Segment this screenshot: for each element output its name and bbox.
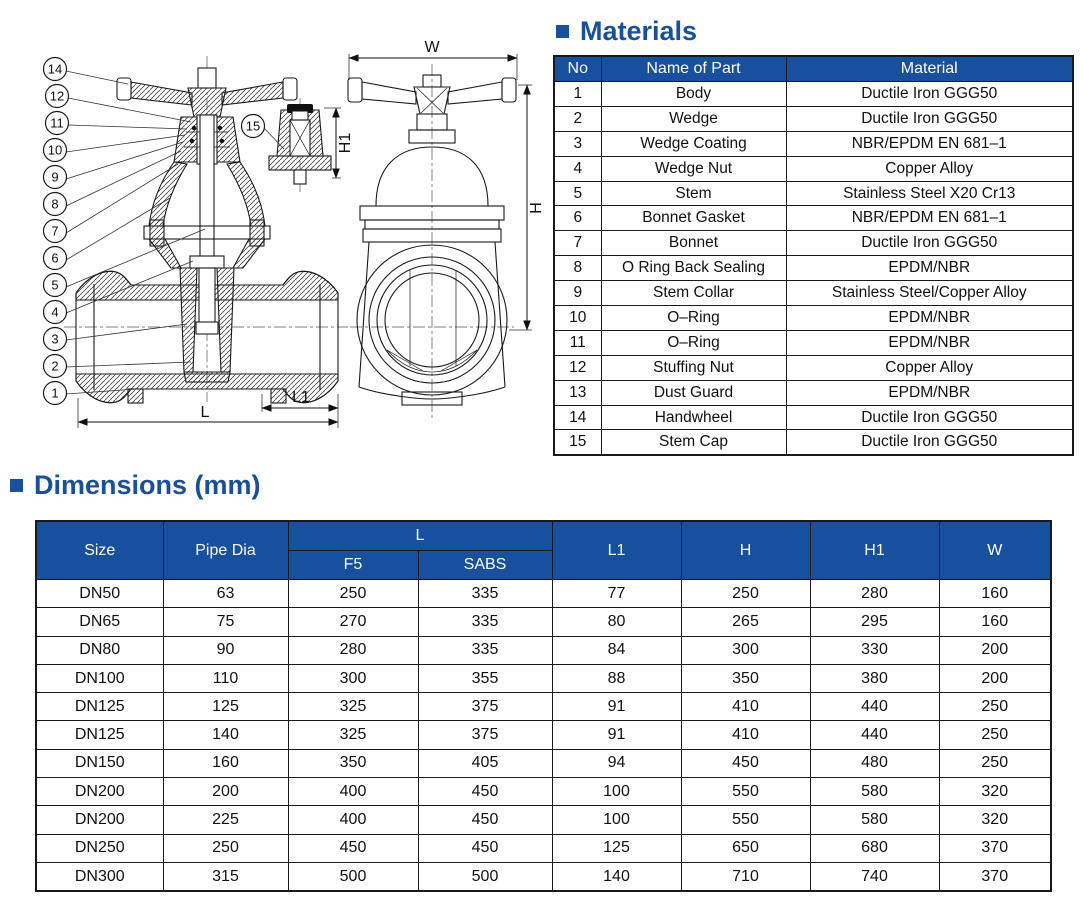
table-row [36, 862, 1051, 891]
materials-cell: 4 [554, 156, 601, 181]
dimensions-cell: 355 [418, 664, 552, 692]
callout-5 [44, 274, 67, 297]
dimensions-cell: 350 [288, 749, 418, 777]
dimensions-cell: 250 [681, 580, 810, 608]
dimensions-cell: 550 [681, 778, 810, 806]
dimensions-cell: 375 [418, 693, 552, 721]
table-row [554, 106, 1073, 131]
dimensions-cell: DN125 [36, 693, 163, 721]
dimensions-cell: 250 [939, 721, 1051, 749]
callout-2 [44, 355, 67, 378]
dimensions-section-title [10, 470, 261, 501]
dimensions-cell: 250 [163, 834, 288, 862]
dimensions-cell: 315 [163, 862, 288, 891]
dimensions-cell: 160 [939, 608, 1051, 636]
dimensions-cell: 200 [939, 664, 1051, 692]
square-bullet-icon [10, 479, 23, 492]
dimensions-cell: 440 [810, 721, 939, 749]
callout-11 [46, 112, 69, 135]
materials-cell: Ductile Iron GGG50 [786, 231, 1073, 256]
callout-label: 6 [51, 250, 59, 266]
materials-cell: 15 [554, 430, 601, 455]
materials-cell: EPDM/NBR [786, 256, 1073, 281]
table-row [36, 778, 1051, 806]
callout-label: 10 [47, 142, 63, 158]
dimensions-cell: 450 [418, 834, 552, 862]
dimensions-cell: DN200 [36, 778, 163, 806]
table-row [554, 405, 1073, 430]
dim-label-h: H [528, 202, 545, 214]
table-row [554, 355, 1073, 380]
square-bullet-icon [556, 25, 569, 38]
stem-cap-detail-view [269, 98, 354, 192]
materials-cell: Stuffing Nut [601, 355, 786, 380]
materials-col-name: Name of Part [601, 56, 786, 82]
dimensions-cell: 91 [552, 721, 681, 749]
dimensions-header-row-1 [36, 521, 1051, 551]
materials-cell: Stainless Steel/Copper Alloy [786, 281, 1073, 306]
materials-cell: Stem Cap [601, 430, 786, 455]
dim-col-l1: L1 [552, 521, 681, 580]
materials-cell: 14 [554, 405, 601, 430]
dim-label-w: W [424, 39, 440, 56]
dimensions-cell: 370 [939, 834, 1051, 862]
dimensions-cell: 400 [288, 778, 418, 806]
materials-cell: 11 [554, 330, 601, 355]
dimensions-cell: 100 [552, 778, 681, 806]
dimensions-cell: 320 [939, 806, 1051, 834]
table-row [36, 749, 1051, 777]
table-row [554, 181, 1073, 206]
front-view [348, 39, 545, 420]
materials-cell: NBR/EPDM EN 681–1 [786, 131, 1073, 156]
callout-label: 15 [245, 118, 261, 134]
dimensions-cell: 405 [418, 749, 552, 777]
table-row [36, 580, 1051, 608]
dimensions-cell: 280 [288, 636, 418, 664]
materials-cell: Stem Collar [601, 281, 786, 306]
dimensions-cell: 225 [163, 806, 288, 834]
dimensions-cell: 200 [163, 778, 288, 806]
dimensions-cell: 125 [163, 693, 288, 721]
dim-col-pipe-dia: Pipe Dia [163, 521, 288, 580]
dimensions-cell: 90 [163, 636, 288, 664]
dimensions-cell: 270 [288, 608, 418, 636]
callout-7 [44, 220, 67, 243]
callout-label: 4 [51, 304, 59, 320]
materials-header-row [554, 56, 1073, 82]
dimensions-cell: 80 [552, 608, 681, 636]
dimensions-cell: 350 [681, 664, 810, 692]
materials-cell: Ductile Iron GGG50 [786, 430, 1073, 455]
dimensions-cell: DN150 [36, 749, 163, 777]
callout-8 [44, 193, 67, 216]
callout-1 [44, 382, 67, 405]
callout-9 [44, 166, 67, 189]
dimensions-cell: 680 [810, 834, 939, 862]
dimensions-cell: DN80 [36, 636, 163, 664]
dimensions-cell: 330 [810, 636, 939, 664]
materials-cell: EPDM/NBR [786, 330, 1073, 355]
dimensions-cell: 110 [163, 664, 288, 692]
dimensions-cell: 295 [810, 608, 939, 636]
dim-label-l: L [200, 404, 210, 421]
dimensions-cell: 75 [163, 608, 288, 636]
table-row [36, 693, 1051, 721]
callout-label: 8 [51, 196, 59, 212]
table-row [554, 131, 1073, 156]
table-row [36, 721, 1051, 749]
dimensions-cell: 375 [418, 721, 552, 749]
materials-table [553, 55, 1074, 456]
dimensions-cell: 325 [288, 721, 418, 749]
table-row [36, 608, 1051, 636]
materials-cell: 7 [554, 231, 601, 256]
callout-label: 2 [51, 358, 59, 374]
dimensions-cell: 300 [288, 664, 418, 692]
dimensions-cell: 650 [681, 834, 810, 862]
materials-cell: Bonnet Gasket [601, 206, 786, 231]
dimensions-cell: 280 [810, 580, 939, 608]
callout-label: 5 [51, 277, 59, 293]
dimensions-cell: 480 [810, 749, 939, 777]
materials-cell: Copper Alloy [786, 156, 1073, 181]
dimensions-cell: 370 [939, 862, 1051, 891]
dimensions-cell: 380 [810, 664, 939, 692]
table-row [554, 380, 1073, 405]
table-row [36, 834, 1051, 862]
dimensions-cell: 140 [163, 721, 288, 749]
dimensions-cell: 440 [810, 693, 939, 721]
callout-label: 7 [51, 223, 59, 239]
dimensions-cell: 250 [939, 693, 1051, 721]
stem-section [200, 115, 214, 265]
dimensions-cell: 160 [163, 749, 288, 777]
dimensions-cell: DN50 [36, 580, 163, 608]
dim-label-h1: H1 [337, 132, 354, 154]
materials-cell: Copper Alloy [786, 355, 1073, 380]
dimensions-cell: DN65 [36, 608, 163, 636]
dimension-h [509, 85, 545, 330]
materials-cell: Wedge Nut [601, 156, 786, 181]
dimensions-cell: 580 [810, 778, 939, 806]
materials-cell: Stainless Steel X20 Cr13 [786, 181, 1073, 206]
dimensions-cell: 335 [418, 636, 552, 664]
callout-4 [44, 301, 67, 324]
callout-label: 14 [47, 61, 63, 77]
dim-col-l-group: L [288, 521, 552, 551]
callout-3 [44, 328, 67, 351]
callout-label: 9 [51, 169, 59, 185]
materials-cell: Ductile Iron GGG50 [786, 82, 1073, 107]
materials-cell: 5 [554, 181, 601, 206]
dimensions-cell: 160 [939, 580, 1051, 608]
dimensions-cell: 84 [552, 636, 681, 664]
table-row [554, 256, 1073, 281]
dimensions-cell: 250 [939, 749, 1051, 777]
dimensions-cell: 265 [681, 608, 810, 636]
table-row [36, 806, 1051, 834]
materials-section-title [556, 16, 697, 47]
table-row [554, 306, 1073, 331]
handwheel-section [117, 68, 297, 117]
callout-label: 3 [51, 331, 59, 347]
materials-cell: Dust Guard [601, 380, 786, 405]
dimensions-cell: 325 [288, 693, 418, 721]
valve-technical-drawing [0, 28, 550, 445]
materials-cell: O–Ring [601, 330, 786, 355]
dimensions-cell: 500 [288, 862, 418, 891]
dimensions-cell: DN200 [36, 806, 163, 834]
dimensions-cell: 335 [418, 580, 552, 608]
table-row [36, 664, 1051, 692]
materials-cell: 3 [554, 131, 601, 156]
dimension-w [349, 39, 517, 80]
materials-cell: 10 [554, 306, 601, 331]
dimensions-cell: DN250 [36, 834, 163, 862]
dimensions-cell: 335 [418, 608, 552, 636]
dimensions-cell: 410 [681, 693, 810, 721]
dimensions-cell: 400 [288, 806, 418, 834]
dimensions-cell: 550 [681, 806, 810, 834]
dimensions-cell: 450 [681, 749, 810, 777]
dimensions-cell: 500 [418, 862, 552, 891]
materials-cell: O–Ring [601, 306, 786, 331]
dimensions-cell: 125 [552, 834, 681, 862]
materials-cell: 8 [554, 256, 601, 281]
callout-14 [44, 58, 67, 81]
materials-cell: Bonnet [601, 231, 786, 256]
dim-col-h: H [681, 521, 810, 580]
dim-col-h1: H1 [810, 521, 939, 580]
materials-cell: Ductile Iron GGG50 [786, 405, 1073, 430]
dimensions-cell: 91 [552, 693, 681, 721]
callout-6 [44, 247, 67, 270]
materials-col-material: Material [786, 56, 1073, 82]
dimensions-cell: 200 [939, 636, 1051, 664]
table-row [36, 636, 1051, 664]
table-row [554, 156, 1073, 181]
materials-cell: EPDM/NBR [786, 306, 1073, 331]
table-row [554, 330, 1073, 355]
dimensions-cell: 450 [288, 834, 418, 862]
dim-col-w: W [939, 521, 1051, 580]
materials-cell: Ductile Iron GGG50 [786, 106, 1073, 131]
materials-cell: Wedge [601, 106, 786, 131]
dimensions-cell: DN100 [36, 664, 163, 692]
dimensions-title-text: Dimensions (mm) [34, 470, 261, 500]
dimensions-cell: 410 [681, 721, 810, 749]
callout-15 [242, 115, 265, 138]
materials-cell: 12 [554, 355, 601, 380]
dim-col-f5: F5 [288, 551, 418, 580]
table-row [554, 82, 1073, 107]
dimensions-cell: 88 [552, 664, 681, 692]
materials-cell: 2 [554, 106, 601, 131]
dimensions-table [35, 520, 1052, 892]
materials-cell: NBR/EPDM EN 681–1 [786, 206, 1073, 231]
dim-col-sabs: SABS [418, 551, 552, 580]
table-row [554, 430, 1073, 455]
dimensions-cell: 300 [681, 636, 810, 664]
dimensions-cell: 140 [552, 862, 681, 891]
callout-10 [44, 139, 67, 162]
materials-cell: O Ring Back Sealing [601, 256, 786, 281]
materials-cell: 9 [554, 281, 601, 306]
dimensions-cell: 320 [939, 778, 1051, 806]
dim-label-l1: L1 [292, 389, 310, 406]
materials-cell: Wedge Coating [601, 131, 786, 156]
callout-label: 11 [50, 115, 64, 131]
dimensions-cell: 710 [681, 862, 810, 891]
dimensions-cell: 740 [810, 862, 939, 891]
materials-cell: 13 [554, 380, 601, 405]
callout-label: 12 [49, 88, 65, 104]
materials-cell: 6 [554, 206, 601, 231]
callout-12 [46, 85, 69, 108]
dimensions-cell: 580 [810, 806, 939, 834]
materials-cell: EPDM/NBR [786, 380, 1073, 405]
materials-cell: Stem [601, 181, 786, 206]
materials-cell: Handwheel [601, 405, 786, 430]
materials-cell: 1 [554, 82, 601, 107]
dimensions-cell: DN300 [36, 862, 163, 891]
dimensions-cell: 77 [552, 580, 681, 608]
dimensions-cell: 450 [418, 778, 552, 806]
dimensions-cell: 100 [552, 806, 681, 834]
dimensions-cell: 250 [288, 580, 418, 608]
materials-title-text: Materials [580, 16, 698, 46]
table-row [554, 231, 1073, 256]
materials-col-no: No [554, 56, 601, 82]
dimensions-cell: DN125 [36, 721, 163, 749]
wedge-section [180, 256, 234, 382]
materials-cell: Body [601, 82, 786, 107]
callout-label: 1 [51, 385, 59, 401]
table-row [554, 206, 1073, 231]
table-row [554, 281, 1073, 306]
dimensions-cell: 94 [552, 749, 681, 777]
dimensions-cell: 63 [163, 580, 288, 608]
dimensions-cell: 450 [418, 806, 552, 834]
dim-col-size: Size [36, 521, 163, 580]
